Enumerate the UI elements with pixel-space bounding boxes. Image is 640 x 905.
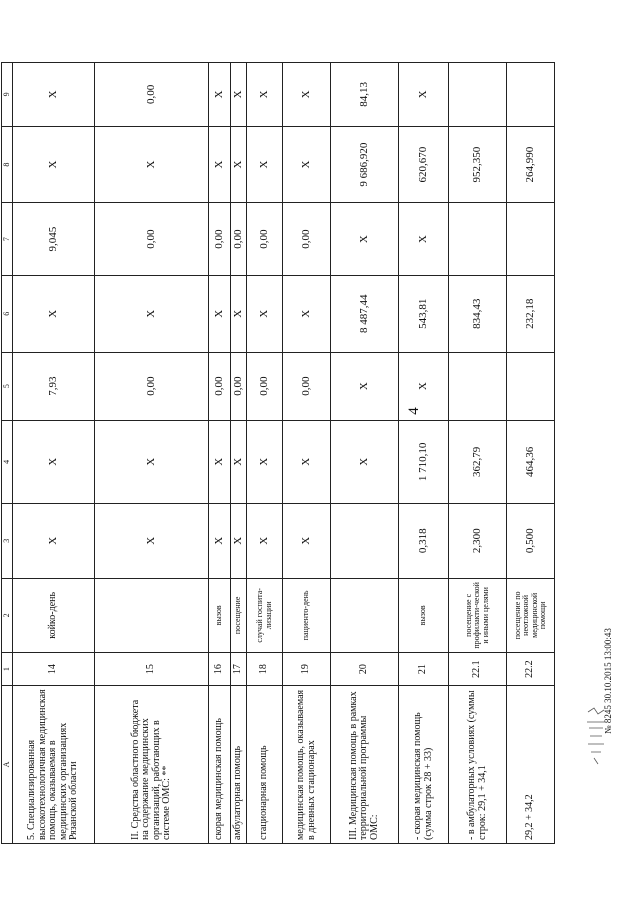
value-cell: X xyxy=(13,126,95,203)
value-cell: 9 686,920 xyxy=(331,126,399,203)
value-cell: X xyxy=(209,503,231,578)
value-cell: 232,18 xyxy=(507,275,555,352)
value-cell: X xyxy=(209,126,231,203)
unit-cell: пациенто-день xyxy=(283,578,331,653)
value-cell: 464,36 xyxy=(507,420,555,503)
value-cell xyxy=(449,352,507,420)
col-header: А xyxy=(2,686,13,844)
value-cell: X xyxy=(247,126,283,203)
unit-cell: вызов xyxy=(209,578,231,653)
value-cell: X xyxy=(13,63,95,127)
value-cell: 543,81 xyxy=(399,275,449,352)
row-label: 29,2 + 34,2 xyxy=(507,686,555,844)
value-cell: X xyxy=(283,126,331,203)
budget-table xyxy=(1,62,547,844)
col-header: 5 xyxy=(2,352,13,420)
row-number: 14 xyxy=(13,653,95,686)
table-row xyxy=(449,63,507,844)
table-row xyxy=(399,63,449,844)
col-header: 1 xyxy=(2,653,13,686)
unit-cell: посещение xyxy=(231,578,247,653)
column-header-row xyxy=(2,63,13,844)
row-number: 17 xyxy=(231,653,247,686)
unit-cell xyxy=(95,578,209,653)
table-row xyxy=(209,63,231,844)
row-label: - скорая медицинская помощь (сумма строк 28 + 33) xyxy=(399,686,449,844)
table-row xyxy=(507,63,555,844)
stamp-text: № 8245 30.10.2015 13:00:43 xyxy=(603,628,613,734)
value-cell: 0,00 xyxy=(95,352,209,420)
value-cell: X xyxy=(247,63,283,127)
value-cell: X xyxy=(247,503,283,578)
row-label: стационарная помощь xyxy=(247,686,283,844)
col-header: 7 xyxy=(2,203,13,275)
row-number: 16 xyxy=(209,653,231,686)
value-cell: X xyxy=(399,352,449,420)
registration-stamp xyxy=(600,628,616,734)
col-header: 3 xyxy=(2,503,13,578)
unit-cell xyxy=(331,578,399,653)
value-cell: 0,00 xyxy=(95,203,209,275)
unit-cell: вызов xyxy=(399,578,449,653)
table-row xyxy=(247,63,283,844)
row-label: II. Средства областного бюджета на содержание медицинских организаций, работающих в системе ОМС: ** xyxy=(95,686,209,844)
row-label: амбулаторная помощь xyxy=(231,686,247,844)
row-label: скорая медицинская помощь xyxy=(209,686,231,844)
value-cell: X xyxy=(13,275,95,352)
value-cell: X xyxy=(283,275,331,352)
value-cell: X xyxy=(95,275,209,352)
col-header: 9 xyxy=(2,63,13,127)
value-cell: X xyxy=(283,420,331,503)
value-cell: 834,43 xyxy=(449,275,507,352)
value-cell: 1 710,10 xyxy=(399,420,449,503)
value-cell: X xyxy=(231,126,247,203)
value-cell: X xyxy=(231,503,247,578)
value-cell: X xyxy=(231,420,247,503)
row-number: 19 xyxy=(283,653,331,686)
value-cell: 0,500 xyxy=(507,503,555,578)
row-number: 18 xyxy=(247,653,283,686)
value-cell: 0,00 xyxy=(209,203,231,275)
value-cell: 8 487,44 xyxy=(331,275,399,352)
value-cell xyxy=(449,203,507,275)
row-number: 21 xyxy=(399,653,449,686)
value-cell: X xyxy=(247,420,283,503)
value-cell: 0,00 xyxy=(247,352,283,420)
value-cell: X xyxy=(95,420,209,503)
value-cell xyxy=(449,63,507,127)
row-number: 20 xyxy=(331,653,399,686)
col-header: 4 xyxy=(2,420,13,503)
value-cell: X xyxy=(95,503,209,578)
value-cell: X xyxy=(209,275,231,352)
value-cell: X xyxy=(331,203,399,275)
row-label: 5. Специализированная высокотехнологичная медицинская помощь, оказываемая в медицинских организациях Рязанской области xyxy=(13,686,95,844)
value-cell xyxy=(507,63,555,127)
col-header: 2 xyxy=(2,578,13,653)
row-label: III. Медицинская помощь в рамках территориальной программы ОМС: xyxy=(331,686,399,844)
value-cell: X xyxy=(283,63,331,127)
table-row xyxy=(283,63,331,844)
value-cell: 0,00 xyxy=(247,203,283,275)
value-cell: 0,00 xyxy=(231,203,247,275)
value-cell: 2,300 xyxy=(449,503,507,578)
value-cell: X xyxy=(231,63,247,127)
unit-cell: койко-день xyxy=(13,578,95,653)
value-cell: 620,670 xyxy=(399,126,449,203)
value-cell xyxy=(507,203,555,275)
unit-cell: посещение по неотложной медицинской помощи xyxy=(507,578,555,653)
row-number: 22.2 xyxy=(507,653,555,686)
value-cell: X xyxy=(331,420,399,503)
row-label: медицинская помощь, оказываемая в дневных стационарах xyxy=(283,686,331,844)
table-row xyxy=(95,63,209,844)
row-number: 22.1 xyxy=(449,653,507,686)
value-cell: 264,990 xyxy=(507,126,555,203)
value-cell: 0,00 xyxy=(95,63,209,127)
row-label: - в амбулаторных условиях (суммы строк: 29,1 + 34,1 xyxy=(449,686,507,844)
row-number: 15 xyxy=(95,653,209,686)
value-cell: X xyxy=(13,503,95,578)
value-cell: X xyxy=(209,420,231,503)
value-cell: 952,350 xyxy=(449,126,507,203)
value-cell: 0,00 xyxy=(231,352,247,420)
value-cell: X xyxy=(399,63,449,127)
value-cell: 0,00 xyxy=(283,203,331,275)
unit-cell: случай госпита-лизации xyxy=(247,578,283,653)
value-cell: X xyxy=(331,352,399,420)
value-cell: 7,93 xyxy=(13,352,95,420)
value-cell xyxy=(331,503,399,578)
unit-cell: посещение с профилакти-ческой и иными целями xyxy=(449,578,507,653)
value-cell: X xyxy=(209,63,231,127)
col-header: 8 xyxy=(2,126,13,203)
page-number: 4 xyxy=(406,407,422,415)
value-cell: X xyxy=(283,503,331,578)
value-cell: 84,13 xyxy=(331,63,399,127)
value-cell: 0,318 xyxy=(399,503,449,578)
table-row xyxy=(13,63,95,844)
value-cell: X xyxy=(95,126,209,203)
value-cell: X xyxy=(247,275,283,352)
table-row xyxy=(231,63,247,844)
table-row xyxy=(331,63,399,844)
value-cell: X xyxy=(399,203,449,275)
col-header: 6 xyxy=(2,275,13,352)
value-cell: X xyxy=(231,275,247,352)
value-cell: 362,79 xyxy=(449,420,507,503)
value-cell xyxy=(507,352,555,420)
value-cell: 0,00 xyxy=(209,352,231,420)
value-cell: X xyxy=(13,420,95,503)
value-cell: 0,00 xyxy=(283,352,331,420)
value-cell: 9,045 xyxy=(13,203,95,275)
